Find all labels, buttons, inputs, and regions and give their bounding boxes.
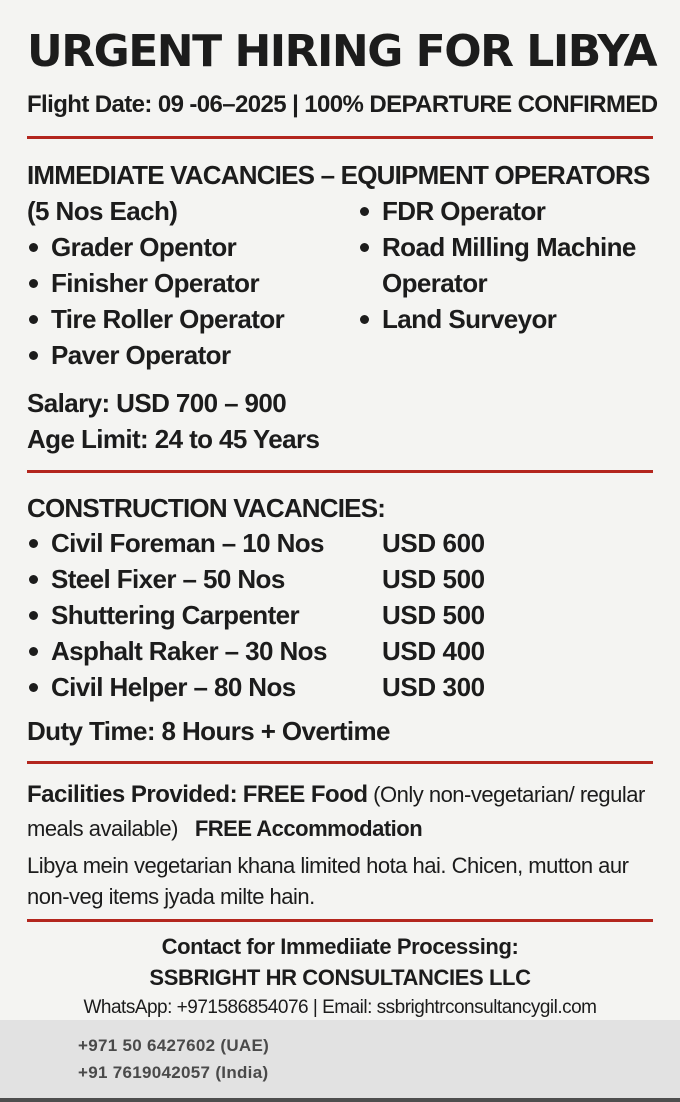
construction-pay [382,525,485,705]
food-availability-note: Libya mein vegetarian khana limited hota hai. Chicen, mutton aur non-veg items jyada milte hain. [27,853,629,909]
flight-date-line: Flight Date: 09 -06–2025 | 100% DEPARTURE CONFIRMED [27,91,658,118]
list-item-continuation: Operator [382,268,488,298]
food-note: (Only non-vegetarian/ regular meals available) [27,782,645,841]
phone-uae[interactable]: +971 50 6427602 (UAE) [78,1036,270,1055]
divider [27,136,653,139]
bullet-icon [29,575,38,584]
bullet-icon [29,611,38,620]
table-row: Civil Helper – 80 Nos [27,669,327,705]
company-name: SSBRIGHT HR CONSULTANCIES LLC [149,965,531,990]
pay-cell: USD 500 [382,564,485,594]
list-item: Paver Operator [27,337,284,373]
pay-cell: USD 300 [382,672,485,702]
divider [27,761,653,764]
table-row: Civil Foreman – 10 Nos [27,525,327,561]
salary-range: Salary: USD 700 – 900 [27,388,287,418]
equipment-heading: IMMEDIATE VACANCIES – EQUIPMENT OPERATORS [27,160,650,190]
bullet-icon [360,243,369,252]
bullet-icon [360,207,369,216]
list-item: Tire Roller Operator [27,301,284,337]
bullet-icon [29,683,38,692]
bottom-edge [0,1098,680,1102]
facilities-label: Facilities Provided: [27,781,238,808]
facilities-text [27,778,657,846]
bullet-icon [360,315,369,324]
free-food: FREE Food [242,781,368,808]
duty-time: Duty Time: 8 Hours + Overtime [27,716,390,746]
list-item: Road Milling Machine [358,229,636,265]
list-item: Finisher Operator [27,265,284,301]
age-limit: Age Limit: 24 to 45 Years [27,424,320,454]
bullet-icon [29,279,38,288]
bullet-icon [29,539,38,548]
pay-cell: USD 400 [382,636,485,666]
divider [27,919,653,922]
equipment-count-note: (5 Nos Each) [27,196,178,226]
contact-title: Contact for Immediiate Processing: [161,934,519,959]
pay-cell: USD 600 [382,528,485,558]
bullet-icon [29,315,38,324]
list-item: Land Surveyor [358,301,636,337]
list-item: Grader Opentor [27,229,284,265]
table-row: Steel Fixer – 50 Nos [27,561,327,597]
phone-india[interactable]: +91 7619042057 (India) [78,1063,269,1082]
bullet-icon [29,243,38,252]
pay-cell: USD 500 [382,600,485,630]
table-row: Asphalt Raker – 30 Nos [27,633,327,669]
equipment-list-left [27,229,284,373]
bullet-icon [29,647,38,656]
bullet-icon [29,351,38,360]
list-item: FDR Operator [358,193,636,229]
divider [27,470,653,473]
table-row: Shuttering Carpenter [27,597,327,633]
whatsapp-email-line[interactable]: WhatsApp: +971586854076 | Email: ssbrightrconsultancygil.com [83,997,597,1018]
page-title: URGENT HIRING FOR LIBYA [27,26,657,77]
free-accommodation: FREE Accommodation [194,816,423,841]
phone-band [0,1020,680,1098]
construction-roles [27,525,327,705]
equipment-list-right [358,193,636,337]
construction-heading: CONSTRUCTION VACANCIES: [27,493,386,523]
